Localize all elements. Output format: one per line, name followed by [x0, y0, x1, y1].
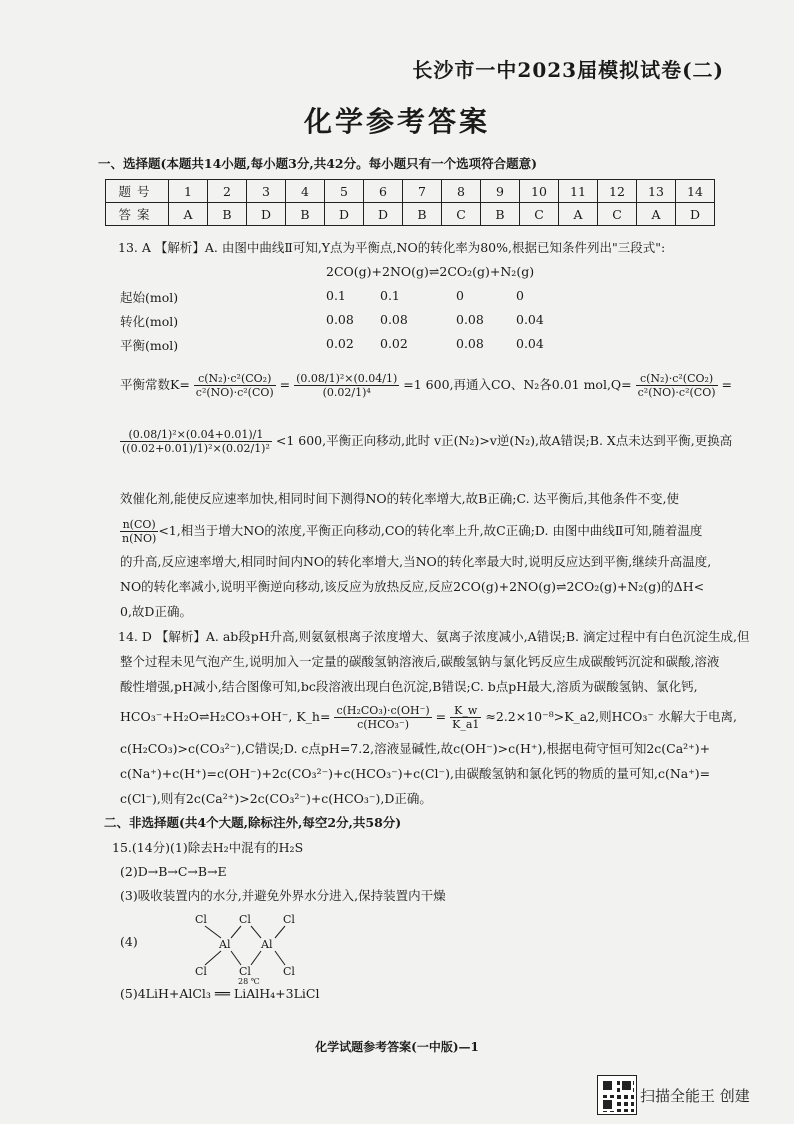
k-formula: $\frac{\text{c(N₂)·c²(CO₂)}}{\text{c²(NO)·c²(CO)}}$ [195, 372, 274, 399]
q15-a4: (4) [120, 934, 138, 949]
section2-heading: 二、非选择题(共4个大题,除标注外,每空2分,共58分) [104, 815, 402, 830]
stage-label: 转化(mol) [120, 314, 179, 329]
exam-header: 长沙市一中2023届模拟试卷(二) [412, 58, 724, 82]
svg-text:Cl: Cl [239, 965, 251, 977]
q13-line4: 的升高,反应速率增大,相同时间内NO的转化率增大,当NO的转化率最大时,说明反应达到平衡,继续升高温度, [120, 554, 712, 569]
q-formula: $\frac{\text{c(N₂)·c²(CO₂)}}{\text{c²(NO)·c²(CO)}}$ [637, 372, 716, 399]
q13-line3-text: <1,相当于增大NO的浓度,平衡正向移动,CO的转化率上升,故C正确;D. 由图中曲线Ⅱ可知,随着温度 [158, 523, 703, 538]
stage-value: 0.04 [516, 312, 544, 327]
k-tail: = [721, 377, 732, 392]
q14-line4a: HCO₃⁻+H₂O⇌H₂CO₃+OH⁻, K_h= [120, 709, 331, 724]
section1-heading: 一、选择题(本题共14小题,每小题3分,共42分。每小题只有一个选项符合题意) [98, 156, 538, 171]
answer-cell: B [403, 203, 442, 226]
question-number-cell: 2 [208, 180, 247, 203]
q15-a3: (3)吸收装置内的水分,并避免外界水分进入,保持装置内干燥 [120, 888, 446, 903]
q15-a5 [120, 986, 319, 1002]
q14-line1: 14. D 【解析】A. ab段pH升高,则氨氨根离子浓度增大、氨离子浓度减小,A错误;B. 滴定过程中有白色沉淀生成,但 [118, 629, 750, 644]
question-number-cell: 4 [286, 180, 325, 203]
svg-text:Cl: Cl [239, 913, 251, 926]
q15-a1: 15.(14分)(1)除去H₂中混有的H₂S [112, 840, 304, 855]
stage-value: 0 [456, 288, 464, 303]
k-mid: =1 600,再通入CO、N₂各0.01 mol,Q= [403, 377, 632, 392]
question-number-cell: 7 [403, 180, 442, 203]
q13-line3 [120, 518, 702, 545]
q15-a2: (2)D→B→C→B→E [120, 864, 227, 879]
q14-line4: HCO₃⁻+H₂O⇌H₂CO₃+OH⁻, K_h= $\frac{\text{c(H₂CO₃)·c(OH⁻)}}{\text{c(HCO₃⁻)}}$ = $\frac{K\_w}{K\_a1}$ ≈2.2×10⁻⁸>K_a2,则HCO₃⁻ 水解大于电离, [120, 704, 737, 731]
answer-table [105, 179, 715, 226]
svg-text:Cl: Cl [283, 913, 295, 926]
question-number-cell: 9 [481, 180, 520, 203]
stage-value: 0.08 [380, 312, 408, 327]
q14-line3: 酸性增强,pH减小,结合图像可知,bc段溶液出现白色沉淀,B错误;C. b点pH最大,溶质为碳酸氢钠、氯化钙, [120, 679, 698, 694]
q-numeric: $\frac{\text{(0.08/1)²×(0.04+0.01)/1}}{\text{((0.02+0.01)/1)²×(0.02/1)²}}$ [122, 428, 270, 455]
question-number-cell: 11 [559, 180, 598, 203]
question-number-cell: 12 [598, 180, 637, 203]
q13-k-line: 平衡常数K= $\frac{\text{c(N₂)·c²(CO₂)}}{\text{c²(NO)·c²(CO)}}$ = $\frac{\text{(0.08/1)²×(0.04/1)}}{\text{(0.02/1)⁴}}$ =1 600,再通入CO、N₂各0.01 mol,Q= $\frac{\text{c(N₂)·c²(CO₂)}}{\text{c²(NO)·c²(CO)}}$ = [120, 372, 732, 399]
answer-cell: D [364, 203, 403, 226]
scanner-brand: 扫描全能王 创建 [640, 1087, 750, 1105]
question-number-cell: 6 [364, 180, 403, 203]
q13-line6: 0,故D正确。 [120, 604, 192, 619]
answer-cell: C [520, 203, 559, 226]
q-end: <1 600,平衡正向移动,此时 v正(N₂)>v逆(N₂),故A错误;B. X点未达到平衡,更换高 [275, 433, 733, 448]
al2cl6-structure [195, 913, 315, 977]
kh-fraction: $\frac{\text{c(H₂CO₃)·c(OH⁻)}}{\text{c(HCO₃⁻)}}$ [336, 704, 430, 731]
answer-cell: A [637, 203, 676, 226]
q13-q-line [120, 428, 732, 455]
question-number-cell: 14 [676, 180, 715, 203]
stage-label: 平衡(mol) [120, 338, 179, 353]
q13-line5: NO的转化率减小,说明平衡逆向移动,该反应为放热反应,反应2CO(g)+2NO(g)⇌2CO₂(g)+N₂(g)的ΔH< [120, 579, 705, 594]
stage-value: 0.1 [326, 288, 346, 303]
page-footer: 化学试题参考答案(一中版)—1 [315, 1040, 479, 1054]
answer-cell: B [286, 203, 325, 226]
k-prefix: 平衡常数K= [120, 377, 190, 392]
q13-line2: 效催化剂,能使反应速率加快,相同时间下测得NO的转化率增大,故B正确;C. 达平衡后,其他条件不变,使 [120, 491, 680, 506]
answer-cell: D [325, 203, 364, 226]
q14-line4b: ≈2.2×10⁻⁸>K_a2,则HCO₃⁻ 水解大于电离, [485, 709, 737, 724]
q14-line7: c(Cl⁻),则有2c(Ca²⁺)>2c(CO₃²⁻)+c(HCO₃⁻),D正确。 [120, 791, 432, 806]
answer-cell: C [598, 203, 637, 226]
kw-ka-fraction: $\frac{K\_w}{K\_a1}$ [452, 704, 480, 731]
row-label-answer: 答案 [106, 203, 169, 226]
stage-value: 0.02 [326, 336, 354, 351]
stage-value: 0 [516, 288, 524, 303]
stage-value: 0.1 [380, 288, 400, 303]
answer-cell: B [481, 203, 520, 226]
ratio-fraction: $\frac{n(CO)}{n(NO)}$ [122, 518, 157, 545]
svg-text:Al: Al [219, 938, 231, 951]
question-number-cell: 3 [247, 180, 286, 203]
row-label-number: 题号 [106, 180, 169, 203]
q13-intro: 13. A 【解析】A. 由图中曲线Ⅱ可知,Y点为平衡点,NO的转化率为80%,根据已知条件列出"三段式": [118, 240, 666, 255]
question-number-cell: 5 [325, 180, 364, 203]
q15-a5-text: (5)4LiH+AlCl₃ ══ LiAlH₄+3LiCl [120, 986, 320, 1001]
answer-cell: B [208, 203, 247, 226]
answer-cell: D [676, 203, 715, 226]
svg-text:Al: Al [261, 938, 273, 951]
question-number-cell: 10 [520, 180, 559, 203]
svg-text:Cl: Cl [283, 965, 295, 977]
svg-text:Cl: Cl [195, 913, 207, 926]
qr-code-icon [598, 1076, 636, 1114]
answer-cell: D [247, 203, 286, 226]
answer-cell: A [559, 203, 598, 226]
stage-label: 起始(mol) [120, 290, 179, 305]
stage-value: 0.08 [456, 312, 484, 327]
answer-cell: A [169, 203, 208, 226]
question-number-cell: 1 [169, 180, 208, 203]
svg-text:Cl: Cl [195, 965, 207, 977]
stage-value: 0.08 [456, 336, 484, 351]
stage-value: 0.08 [326, 312, 354, 327]
k-numeric: $\frac{\text{(0.08/1)²×(0.04/1)}}{\text{(0.02/1)⁴}}$ [296, 372, 398, 399]
question-number-cell: 8 [442, 180, 481, 203]
reaction-condition: 28 ℃ [238, 977, 260, 986]
stage-value: 0.04 [516, 336, 544, 351]
stage-value: 0.02 [380, 336, 408, 351]
question-number-cell: 13 [637, 180, 676, 203]
q14-line2: 整个过程未见气泡产生,说明加入一定量的碳酸氢钠溶液后,碳酸氢钠与氯化钙反应生成碳酸钙沉淀和碳酸,溶液 [120, 654, 720, 669]
q14-line5: c(H₂CO₃)>c(CO₃²⁻),C错误;D. c点pH=7.2,溶液显碱性,故c(OH⁻)>c(H⁺),根据电荷守恒可知2c(Ca²⁺)+ [120, 741, 711, 756]
answer-cell: C [442, 203, 481, 226]
q13-reaction: 2CO(g)+2NO(g)⇌2CO₂(g)+N₂(g) [326, 264, 535, 279]
q14-line6: c(Na⁺)+c(H⁺)=c(OH⁻)+2c(CO₃²⁻)+c(HCO₃⁻)+c(Cl⁻),由碳酸氢钠和氯化钙的物质的量可知,c(Na⁺)= [120, 766, 711, 781]
page-title: 化学参考答案 [303, 105, 490, 138]
